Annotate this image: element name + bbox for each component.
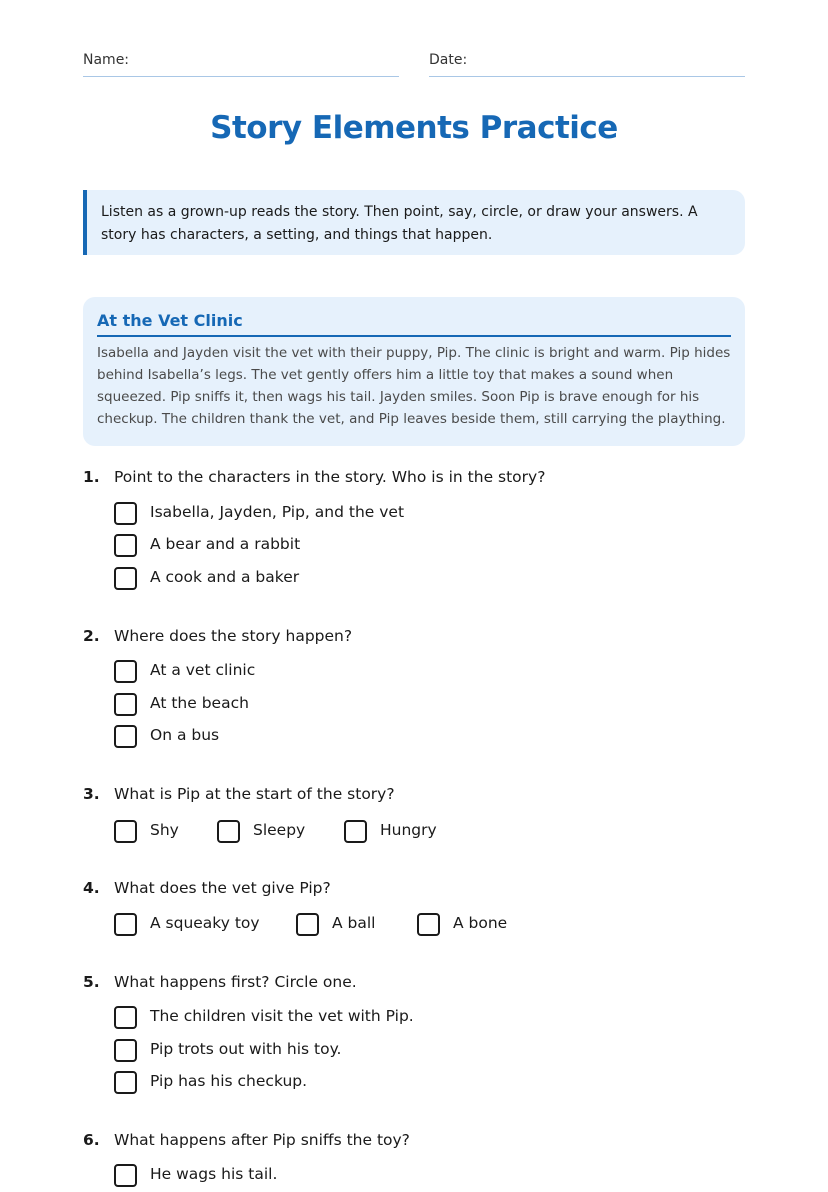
date-label: Date: [429, 52, 468, 68]
option-label: He wags his tail. [150, 1165, 278, 1183]
question-number: 2. [83, 627, 100, 645]
instructions-text: Listen as a grown-up reads the story. Then point, say, circle, or draw your answers. A story has characters, a setting, and things that happen. [101, 204, 698, 243]
checkbox[interactable] [114, 1006, 137, 1029]
question-text: What is Pip at the start of the story? [114, 785, 395, 803]
question-4 [83, 879, 763, 944]
question-text: What happens after Pip sniffs the toy? [114, 1131, 410, 1149]
page-title: Story Elements Practice [210, 110, 618, 146]
checkbox[interactable] [217, 820, 240, 843]
option-label: A bone [453, 914, 508, 932]
option-label: Hungry [380, 821, 437, 839]
option-label: The children visit the vet with Pip. [150, 1007, 414, 1025]
option-label: Pip trots out with his toy. [150, 1040, 342, 1058]
checkbox[interactable] [114, 693, 137, 716]
question-2 [83, 627, 763, 757]
instructions-box [83, 190, 745, 255]
checkbox[interactable] [114, 1164, 137, 1187]
checkbox[interactable] [114, 1039, 137, 1062]
option-label: On a bus [150, 726, 220, 744]
question-text: Where does the story happen? [114, 627, 353, 645]
option-label: A squeaky toy [150, 914, 260, 932]
question-number: 3. [83, 785, 100, 803]
option-label: Shy [150, 821, 179, 839]
question-1 [83, 468, 763, 598]
question-number: 6. [83, 1131, 100, 1149]
question-number: 5. [83, 973, 100, 991]
option-label: At the beach [150, 694, 249, 712]
option-label: A cook and a baker [150, 568, 300, 586]
option-label: A bear and a rabbit [150, 535, 301, 553]
name-field[interactable] [83, 76, 399, 77]
checkbox[interactable] [344, 820, 367, 843]
question-5 [83, 973, 763, 1103]
checkbox[interactable] [296, 913, 319, 936]
checkbox[interactable] [114, 725, 137, 748]
question-3 [83, 785, 763, 850]
checkbox[interactable] [417, 913, 440, 936]
option-label: Pip has his checkup. [150, 1072, 308, 1090]
story-panel [83, 297, 745, 446]
question-number: 4. [83, 879, 100, 897]
checkbox[interactable] [114, 660, 137, 683]
option-label: At a vet clinic [150, 661, 256, 679]
option-label: Sleepy [253, 821, 306, 839]
checkbox[interactable] [114, 1071, 137, 1094]
question-text: What happens first? Circle one. [114, 973, 357, 991]
question-text: What does the vet give Pip? [114, 879, 331, 897]
question-text: Point to the characters in the story. Who is in the story? [114, 468, 546, 486]
checkbox[interactable] [114, 502, 137, 525]
checkbox[interactable] [114, 913, 137, 936]
checkbox[interactable] [114, 567, 137, 590]
date-field[interactable] [429, 76, 745, 77]
question-6 [83, 1131, 763, 1183]
option-label: A ball [332, 914, 376, 932]
checkbox[interactable] [114, 534, 137, 557]
question-number: 1. [83, 468, 100, 486]
option-label: Isabella, Jayden, Pip, and the vet [150, 503, 405, 521]
checkbox[interactable] [114, 820, 137, 843]
story-text: Isabella and Jayden visit the vet with their puppy, Pip. The clinic is bright and warm. Pip hides behind Isabella’s legs. The vet gently offers him a little toy that makes a sound when squeezed. Pip sniffs it, then wags his tail. Jayden smiles. Soon Pip is brave enough for his checkup. The children thank the vet, and Pip leaves beside them, still carrying the plaything. [97, 345, 731, 427]
story-title: At the Vet Clinic [97, 311, 731, 337]
name-label: Name: [83, 52, 130, 68]
